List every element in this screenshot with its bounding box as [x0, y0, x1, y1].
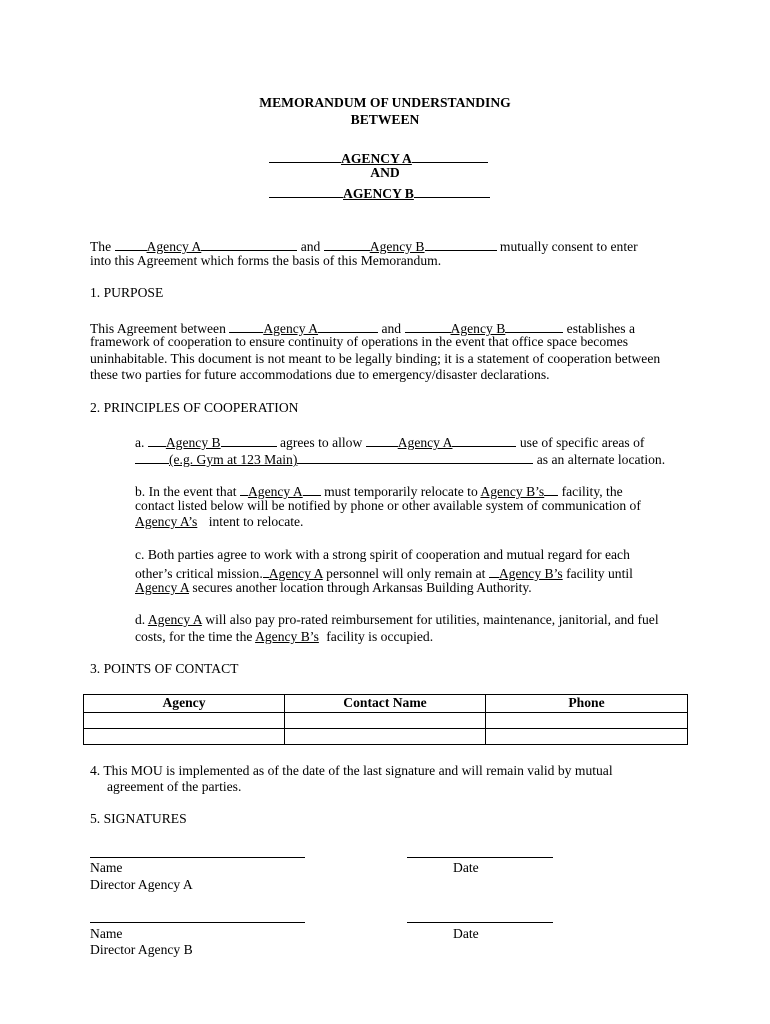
purpose-line-2: framework of cooperation to ensure continuity of operations in the event that office space becomes [90, 334, 629, 349]
intro-party-a: Agency A [146, 239, 202, 254]
signature-name-label: Name [90, 926, 123, 941]
principle-c-lead: other’s critical mission. [135, 566, 263, 581]
title-agency-b: AGENCY B [343, 186, 414, 201]
principles-heading: 2. PRINCIPLES OF COOPERATION [90, 400, 299, 415]
principle-a-text-1: agrees to allow [280, 435, 363, 450]
principle-d-party-a: Agency A [147, 612, 202, 627]
principle-c-text-1: personnel will only remain at [326, 566, 486, 581]
intro-the: The [90, 239, 112, 254]
principle-a-example: (e.g. Gym at 123 Main) [169, 452, 298, 467]
principle-b-text-2: facility, the [561, 484, 623, 499]
column-header-agency: Agency [84, 695, 285, 713]
signature-title-agency-a: Director Agency A [90, 877, 193, 892]
date-line-agency-b[interactable] [407, 922, 553, 923]
table-cell[interactable] [486, 728, 688, 744]
table-cell[interactable] [285, 712, 486, 728]
purpose-and: and [381, 321, 402, 336]
principle-b-party-a: Agency A [247, 484, 303, 499]
principle-b-party-a-2: Agency A’s [135, 514, 198, 529]
principle-b-text-3: intent to relocate. [208, 514, 304, 529]
principle-a-text-3: as an alternate location. [536, 452, 666, 467]
principle-c-line-3 [135, 580, 532, 597]
purpose-lead: This Agreement between [90, 321, 226, 336]
principle-b-text-1: must temporarily relocate to [324, 484, 478, 499]
intro-party-b: Agency B [369, 239, 425, 254]
signature-date-label: Date [453, 926, 479, 941]
signature-name-label: Name [90, 860, 123, 875]
table-cell[interactable] [285, 728, 486, 744]
principle-c-party-a-2: Agency A [135, 580, 189, 595]
principle-c-line-1: c. Both parties agree to work with a strong spirit of cooperation and mutual regard for each [135, 547, 630, 562]
principle-d-text-1: will also pay pro-rated reimbursement for utilities, maintenance, janitorial, and fuel [205, 612, 659, 627]
table-row [84, 728, 688, 744]
implementation-line-2: agreement of the parties. [107, 779, 242, 794]
contacts-table [83, 694, 688, 745]
purpose-line-4: these two parties for future accommodations due to emergency/disaster declarations. [90, 367, 550, 382]
principle-c-text-3: secures another location through Arkansas Building Authority. [192, 580, 532, 595]
signature-title-agency-b: Director Agency B [90, 942, 193, 957]
purpose-party-a: Agency A [263, 321, 319, 336]
purpose-tail: establishes a [566, 321, 635, 336]
signature-line-agency-a[interactable] [90, 857, 305, 858]
principle-a-party-a: Agency A [397, 435, 453, 450]
principle-c-party-a: Agency A [268, 566, 323, 581]
principle-a-text-2: use of specific areas of [519, 435, 645, 450]
contacts-header-row [84, 695, 688, 713]
table-row [84, 712, 688, 728]
principle-d-text-2: facility is occupied. [326, 629, 434, 644]
implementation-line-1: 4. This MOU is implemented as of the date of the last signature and will remain valid by mutual [90, 763, 613, 778]
principle-d-line-1 [135, 612, 659, 629]
purpose-heading: 1. PURPOSE [90, 285, 164, 300]
title-line-1: MEMORANDUM OF UNDERSTANDING [259, 95, 511, 110]
table-cell[interactable] [84, 728, 285, 744]
principle-b-lead: b. In the event that [135, 484, 237, 499]
purpose-party-b: Agency B [450, 321, 506, 336]
principle-a-label: a. [135, 435, 145, 450]
principle-c-text-2: facility until [566, 566, 633, 581]
contacts-heading: 3. POINTS OF CONTACT [90, 661, 239, 676]
date-line-agency-a[interactable] [407, 857, 553, 858]
principle-c-party-b: Agency B’s [498, 566, 563, 581]
table-cell[interactable] [84, 712, 285, 728]
purpose-line-3: uninhabitable. This document is not meant to be legally binding; it is a statement of cooperation between [90, 351, 661, 366]
principle-b-line-2: contact listed below will be notified by phone or other available system of communication of [135, 498, 641, 513]
principle-d-lead-2: costs, for the time the [135, 629, 253, 644]
intro-tail: mutually consent to enter [499, 239, 638, 254]
intro-and: and [300, 239, 321, 254]
principle-a-party-b: Agency B [165, 435, 221, 450]
column-header-phone: Phone [486, 695, 688, 713]
signatures-heading: 5. SIGNATURES [90, 811, 187, 826]
column-header-contact-name: Contact Name [285, 695, 486, 713]
principle-d-lead: d. [135, 612, 146, 627]
title-party-b [269, 183, 490, 203]
title-agency-a: AGENCY A [341, 151, 412, 166]
principle-d-party-b: Agency B’s [255, 629, 319, 644]
signature-line-agency-b[interactable] [90, 922, 305, 923]
principle-b-line-3 [135, 514, 303, 531]
title-and: AND [370, 165, 400, 180]
table-cell[interactable] [486, 712, 688, 728]
title-line-2: BETWEEN [350, 112, 420, 127]
intro-line-2: into this Agreement which forms the basis of this Memorandum. [90, 253, 442, 268]
signature-date-label: Date [453, 860, 479, 875]
principle-d-line-2 [135, 629, 433, 646]
principle-a-line-2 [135, 449, 665, 469]
principle-b-party-b: Agency B’s [480, 484, 545, 499]
